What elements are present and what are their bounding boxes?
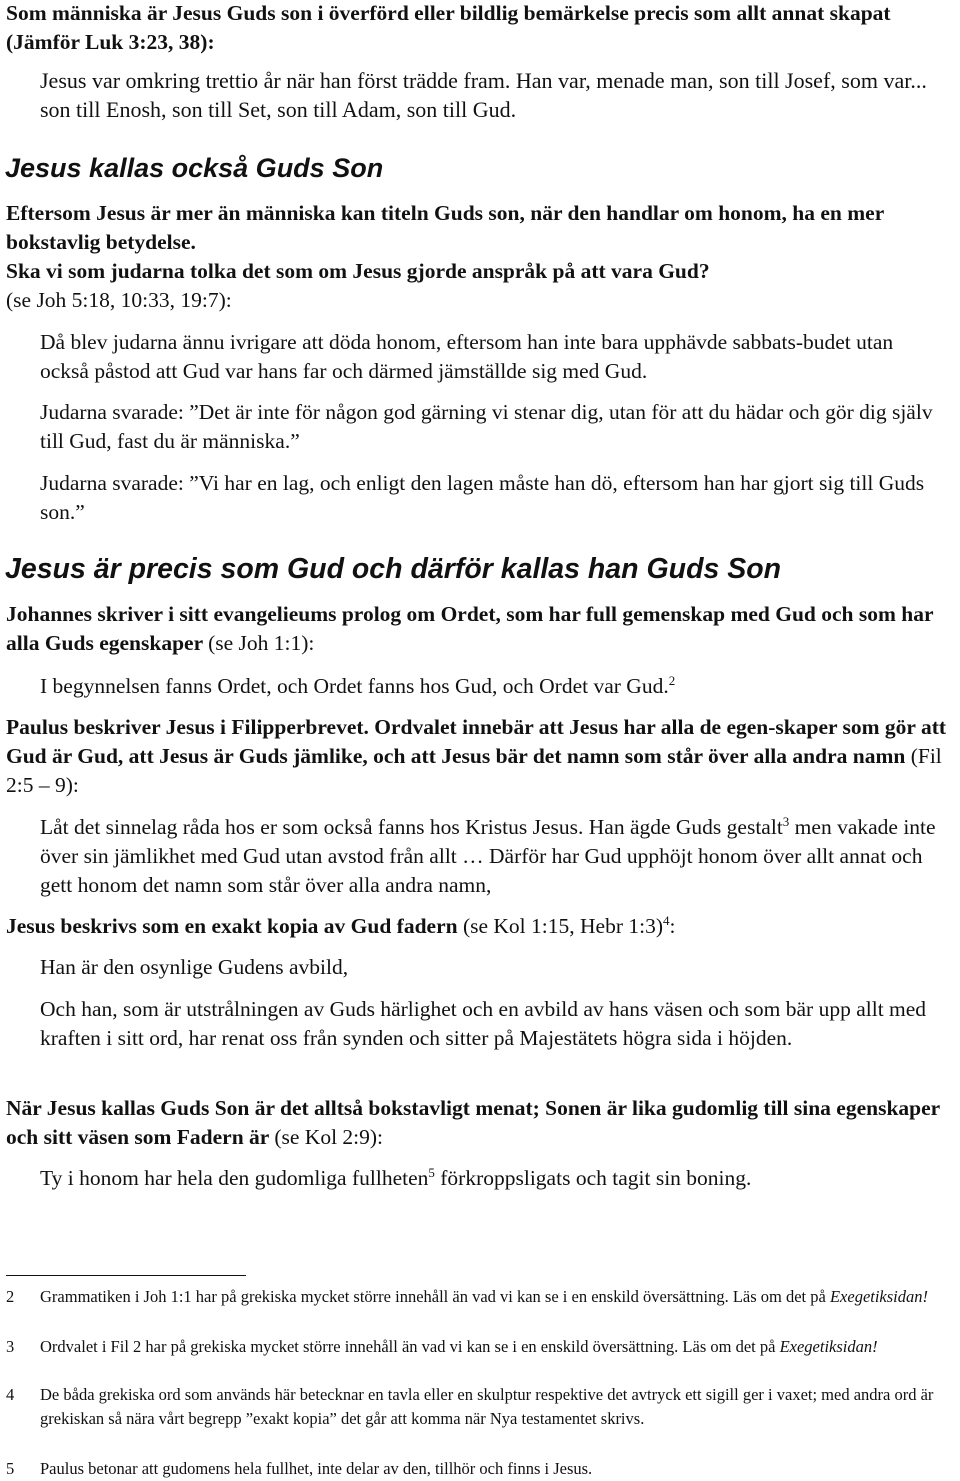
heading-jesus-precis-som-gud: Jesus är precis som Gud och därför kallas han Guds Son — [5, 553, 782, 585]
footnote-number: 5 — [6, 1459, 15, 1478]
heading-jesus-kallas-guds-son: Jesus kallas också Guds Son — [5, 153, 384, 183]
quote-kol-2-9 — [40, 1164, 945, 1193]
paragraph-eftersom: Eftersom Jesus är mer än människa kan titeln Guds son, när den handlar om honom, ha en mer bokstavlig betydelse. — [6, 201, 884, 254]
footnote-ref-2[interactable]: 2 — [668, 672, 676, 688]
quote-fil-2 — [40, 813, 945, 900]
exakt-kopia-text: Jesus beskrivs som en exakt kopia av Gud fadern — [6, 914, 458, 938]
reference-joh-1-1: (se Joh 1:1): — [208, 631, 315, 655]
reference-kol-1-15: (se Kol 1:15, Hebr 1:3) — [462, 914, 663, 938]
footnote-number: 3 — [6, 1337, 15, 1356]
footnote-text: Grammatiken i Joh 1:1 har på grekiska mycket större innehåll än vad vi kan se i en enskild översättning. Läs om det på Exegetiksidan! — [40, 1287, 929, 1306]
footnote-ref-3[interactable]: 3 — [782, 813, 790, 829]
quote-kol-2-9-text-b: förkroppsligats och tagit sin boning. — [440, 1166, 752, 1190]
paulus-text: Paulus beskriver Jesus i Filipperbrevet. Ordvalet innebär att Jesus har alla de egen-skaper som gör att Gud är Gud, att Jesus är Guds jämlike, och att Jesus bär det namn som står över alla andra namn — [6, 715, 947, 768]
paragraph-johannes — [6, 600, 951, 658]
quote-fil-2-text-a: Låt det sinnelag råda hos er som också fanns hos Kristus Jesus. Han ägde Guds gestalt — [40, 815, 783, 839]
paragraph-paulus — [6, 713, 951, 800]
footnote-ref-4[interactable]: 4 — [662, 912, 670, 928]
quote-kol-1-15: Han är den osynlige Gudens avbild, — [40, 955, 349, 979]
quote-joh-10-33: Judarna svarade: ”Det är inte för någon god gärning vi stenar dig, utan för att du hädar och gör dig själv till Gud, fast du är människa.” — [40, 400, 933, 453]
footnote-5 — [6, 1457, 960, 1481]
question-text: Ska vi som judarna tolka det som om Jesus gjorde anspråk på att vara Gud? — [6, 259, 710, 283]
footnote-number: 2 — [6, 1287, 15, 1306]
bokstavligt-text: När Jesus kallas Guds Son är det alltså bokstavligt menat; Sonen är lika gudomlig till sina egenskaper och sitt väsen som Fadern är — [6, 1096, 940, 1149]
footnote-number: 4 — [6, 1385, 15, 1404]
footnote-text: De båda grekiska ord som används här betecknar en tavla eller en skulptur respektive det avtryck ett sigill ger i vaxet; med andra ord är grekiskan så nära vårt begrepp ”exakt kopia” det går att komma när Nya testamentet skrivs. — [40, 1385, 934, 1428]
footnote-4 — [6, 1383, 960, 1431]
intro-paragraph: Som människa är Jesus Guds son i överförd eller bildlig bemärkelse precis som allt annat skapat (Jämför Luk 3:23, 38): — [6, 1, 891, 54]
footnote-2 — [6, 1285, 960, 1309]
footnote-3 — [6, 1335, 960, 1359]
quote-joh-5-18: Då blev judarna ännu ivrigare att döda honom, eftersom han inte bara upphävde sabbats-budet utan också påstod att Gud var hans far och därmed jämställde sig med Gud. — [40, 330, 894, 383]
quote-hebr-1-3: Och han, som är utstrålningen av Guds härlighet och en avbild av hans väsen och som bär upp allt med kraften i sitt ord, har renat oss från synden och sitter på Majestätets högra sida i höjden. — [40, 997, 927, 1050]
quote-fil-2-text-b: men vakade inte över sin jämlikhet med Gud utan avstod från allt … Därför har Gud upphöjt honom över allt annat och gett honom det namn som står över alla andra namn, — [40, 815, 936, 897]
johannes-text: Johannes skriver i sitt evangelieums prolog om Ordet, som har full gemenskap med Gud och som har alla Guds egenskaper — [6, 602, 934, 655]
footnote-text: Paulus betonar att gudomens hela fullhet, inte delar av den, tillhör och finns i Jesus. — [40, 1459, 593, 1478]
reference-joh-5-18: (se Joh 5:18, 10:33, 19:7): — [6, 288, 232, 312]
reference-kol-2-9: (se Kol 2:9): — [274, 1125, 384, 1149]
footnote-ref-5[interactable]: 5 — [428, 1164, 435, 1180]
paragraph-bokstavligt-menat — [6, 1094, 951, 1152]
quote-joh-1-1-text: I begynnelsen fanns Ordet, och Ordet fanns hos Gud, och Ordet var Gud. — [40, 674, 669, 698]
quote-kol-2-9-text-a: Ty i honom har hela den gudomliga fullheten — [40, 1166, 429, 1190]
exegetiksidan-link[interactable]: Exegetiksidan! — [779, 1337, 878, 1356]
colon: : — [669, 914, 676, 938]
footnote-text: Ordvalet i Fil 2 har på grekiska mycket större innehåll än vad vi kan se i en enskild översättning. Läs om det på Exegetiksidan! — [40, 1337, 878, 1356]
footnote-divider — [6, 1275, 246, 1276]
quote-joh-19-7: Judarna svarade: ”Vi har en lag, och enligt den lagen måste han dö, eftersom han har gjort sig till Guds son.” — [40, 471, 925, 524]
paragraph-ska-vi — [6, 257, 951, 315]
quote-luke: Jesus var omkring trettio år när han först trädde fram. Han var, menade man, son till Josef, som var... son till Enosh, son till Set, son till Adam, son till Gud. — [40, 68, 927, 122]
exegetiksidan-link[interactable]: Exegetiksidan! — [829, 1287, 929, 1306]
quote-joh-1-1 — [40, 672, 945, 701]
paragraph-exakt-kopia — [6, 912, 951, 941]
reference-fil-2-5: (Fil 2:5 – 9): — [6, 744, 942, 797]
